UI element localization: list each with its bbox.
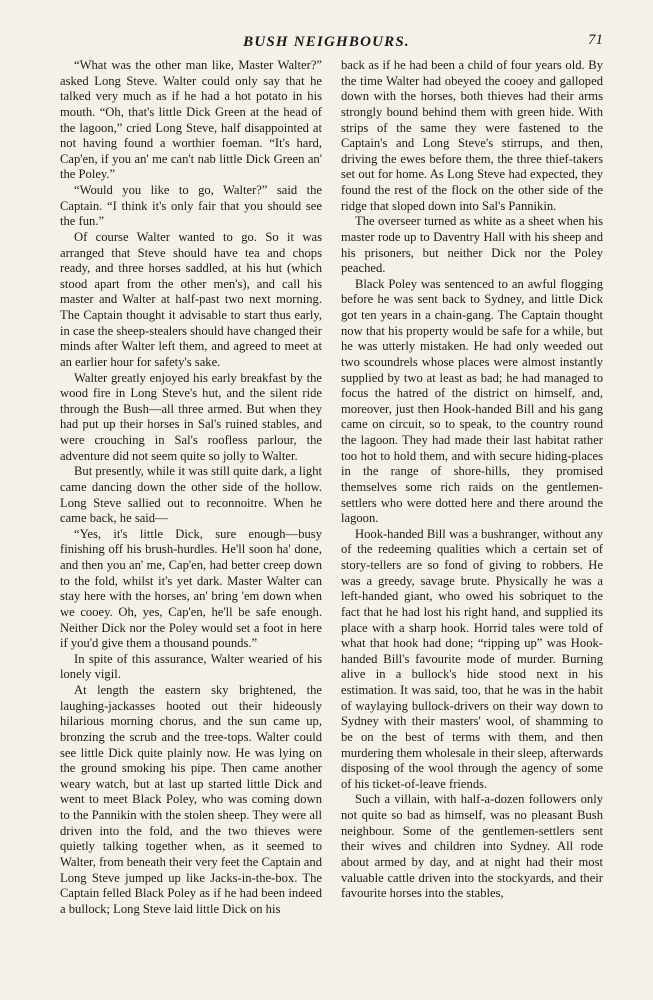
- right-column: [341, 58, 603, 902]
- paragraph: back as if he had been a child of four years old. By the time Walter had obeyed the cooey and galloped down with the horses, both thieves had their arms strongly bound behind them with green hide. With strips of the same they were fastened to the Captain's and Long Steve's stirrups, and then, driving the ewes before them, the three thief-takers set out for home. As Long Steve had expected, they found the rest of the flock on the other side of the ridge that sloped down into Sal's Pannikin.: [341, 58, 603, 213]
- paragraph: “Would you like to go, Walter?” said the Captain. “I think it's only fair that you should see the fun.”: [60, 183, 322, 229]
- paragraph: At length the eastern sky brightened, the laughing-jackasses hooted out their hideously hilarious morning chorus, and the sun came up, bronzing the scrub and the tree-tops. Walter could see little Dick quite plainly now. He was lying on the ground smoking his pipe. Then came another weary watch, but at last up started little Dick and went to meet Black Poley, who was coming down to the Pannikin with the stolen sheep. They were all driven into the fold, and the two thieves were quietly talking together when, as it seemed to Walter, from beneath their very feet the Captain and Long Steve jumped up like Jacks-in-the-box. The Captain felled Black Poley as if he had been indeed a bullock; Long Steve laid little Dick on his: [60, 683, 322, 916]
- paragraph: Such a villain, with half-a-dozen followers only not quite so bad as himself, was no pleasant Bush neighbour. Some of the gentlemen-settlers sent their wives and children into Sydney. All rode about armed by day, and at night had their most valuable cattle driven into the stockyards, and their favourite horses into the stables,: [341, 792, 603, 901]
- paragraph: But presently, while it was still quite dark, a light came dancing down the other side of the hollow. Long Steve sallied out to reconnoitre. When he came back, he said—: [60, 464, 322, 526]
- left-column: [60, 58, 322, 917]
- paragraph: Black Poley was sentenced to an awful flogging before he was sent back to Sydney, and little Dick got ten years in a chain-gang. The Captain thought now that his property would be safe for a while, but he was utterly mistaken. He had only weeded out two scoundrels whose places were almost instantly supplied by two at least as bad; he had managed to focus the hatred of the district on himself, and, moreover, just then Hook-handed Bill and his gang came on circuit, so to speak, to the country round the lagoon. They had made their last habitat rather too hot to hold them, and with secure hiding-places in the range of shore-hills, they promised themselves some rich raids on the gentlemen-settlers who were dotted here and there around the lagoon.: [341, 276, 603, 526]
- paragraph: “What was the other man like, Master Walter?” asked Long Steve. Walter could only say that he talked very much as if he had a hot potato in his mouth. “Oh, that's little Dick Green at the head of the lagoon,” cried Long Steve, half disappointed at not having found a worthier foeman. “It's hard, Cap'en, if you an' me can't nab little Dick Green an' the Poley.”: [60, 58, 322, 182]
- page-number: 71: [588, 32, 603, 48]
- paragraph: Walter greatly enjoyed his early breakfast by the wood fire in Long Steve's hut, and the silent ride through the Bush—all three armed. But when they had put up their horses in Sal's ruined stables, and were crouching in Sal's roofless parlour, the adventure did not seem quite so jolly to Walter.: [60, 370, 322, 463]
- running-title: BUSH NEIGHBOURS.: [243, 34, 410, 50]
- paragraph: Hook-handed Bill was a bushranger, without any of the redeeming qualities which a certain set of story-tellers are so fond of giving to robbers. He was a greedy, savage brute. Physically he was a left-handed giant, who owed his sobriquet to the fact that he had lost his right hand, and supplied its place with a sharp hook. Horrid tales were told of what that hook had done; “ripping up” was Hook-handed Bill's favourite mode of murder. Burning alive in a bullock's hide stood next in his estimation. It was said, too, that he was in the habit of waylaying bullock-drivers on their way down to Sydney with their masters' wool, of shamming to be on the best of terms with them, and then murdering them wholesale in their sleep, afterwards disposing of the wool through the agency of some of his ticket-of-leave friends.: [341, 526, 603, 791]
- paragraph: In spite of this assurance, Walter wearied of his lonely vigil.: [60, 651, 322, 682]
- paragraph: The overseer turned as white as a sheet when his master rode up to Daventry Hall with his sheep and his prisoners, but neither Dick nor the Poley peached.: [341, 214, 603, 276]
- paragraph: “Yes, it's little Dick, sure enough—busy finishing off his brush-hurdles. He'll soon ha' done, and then you an' me, Cap'en, had better creep down to the fold, whilst it's yet dark. Master Walter can stay here with the horses, an' bring 'em down when we cooey. Oh, yes, Cap'en, he'll be safe enough. Neither Dick nor the Poley would set a foot in here if you'd give them a thousand pounds.”: [60, 526, 322, 651]
- paragraph: Of course Walter wanted to go. So it was arranged that Steve should have tea and chops ready, and three horses saddled, at his hut (which stood apart from the other men's), and call his master and Walter at half-past two next morning. The Captain thought it advisable to start thus early, in case the sheep-stealers should have changed their minds after Walter left them, and agreed to meet at an earlier hour for safety's sake.: [60, 229, 322, 369]
